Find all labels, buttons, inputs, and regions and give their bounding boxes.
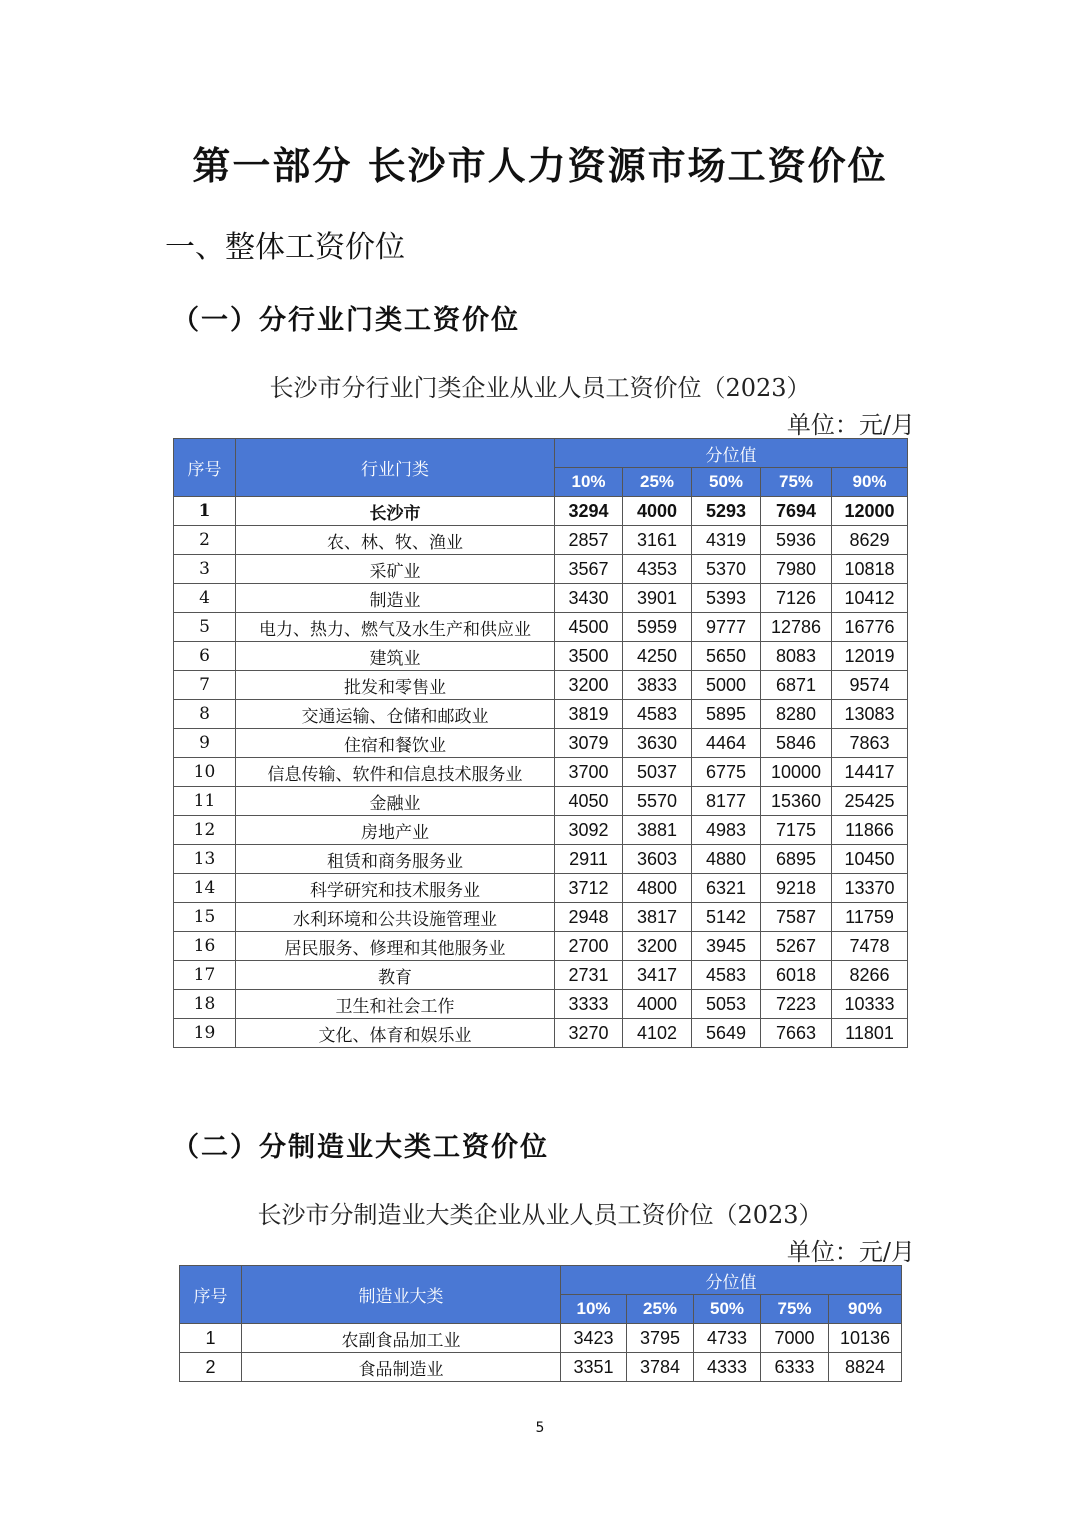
cell-p90: 10412 (832, 584, 908, 613)
cell-no: 8 (174, 700, 236, 729)
cell-name: 金融业 (236, 787, 555, 816)
table-row (174, 700, 908, 729)
cell-p75: 7000 (761, 1324, 829, 1353)
cell-p90: 14417 (832, 758, 908, 787)
cell-p25: 3833 (623, 671, 692, 700)
cell-p75: 10000 (761, 758, 832, 787)
table-row (180, 1353, 902, 1382)
cell-no: 2 (180, 1353, 242, 1382)
cell-name: 农副食品加工业 (242, 1324, 561, 1353)
cell-p50: 5895 (692, 700, 761, 729)
cell-no: 13 (174, 845, 236, 874)
table-row (174, 874, 908, 903)
cell-p25: 3200 (623, 932, 692, 961)
cell-p50: 5293 (692, 497, 761, 526)
cell-no: 10 (174, 758, 236, 787)
cell-p75: 7175 (761, 816, 832, 845)
cell-p10: 3333 (555, 990, 623, 1019)
cell-p50: 9777 (692, 613, 761, 642)
cell-p75: 6018 (761, 961, 832, 990)
cell-p75: 7694 (761, 497, 832, 526)
cell-name: 采矿业 (236, 555, 555, 584)
table-row (180, 1324, 902, 1353)
cell-p50: 4583 (692, 961, 761, 990)
cell-name: 科学研究和技术服务业 (236, 874, 555, 903)
cell-name: 长沙市 (236, 497, 555, 526)
cell-p10: 3270 (555, 1019, 623, 1048)
cell-p75: 8083 (761, 642, 832, 671)
table-row (174, 1019, 908, 1048)
cell-p75: 6333 (761, 1353, 829, 1382)
cell-p25: 3901 (623, 584, 692, 613)
cell-no: 12 (174, 816, 236, 845)
cell-p90: 10333 (832, 990, 908, 1019)
cell-p75: 5846 (761, 729, 832, 758)
cell-name: 租赁和商务服务业 (236, 845, 555, 874)
header-p90: 90% (832, 468, 908, 497)
cell-no: 6 (174, 642, 236, 671)
cell-p10: 3294 (555, 497, 623, 526)
cell-p25: 3161 (623, 526, 692, 555)
cell-name: 信息传输、软件和信息技术服务业 (236, 758, 555, 787)
cell-p25: 4800 (623, 874, 692, 903)
cell-p10: 3423 (561, 1324, 627, 1353)
header-p50: 50% (692, 468, 761, 497)
header-p25: 25% (623, 468, 692, 497)
cell-no: 18 (174, 990, 236, 1019)
cell-p25: 5037 (623, 758, 692, 787)
manufacturing-wage-table (179, 1265, 902, 1382)
header-p50: 50% (694, 1295, 761, 1324)
cell-p75: 15360 (761, 787, 832, 816)
header-p10: 10% (561, 1295, 627, 1324)
cell-name: 文化、体育和娱乐业 (236, 1019, 555, 1048)
cell-p75: 6895 (761, 845, 832, 874)
cell-p90: 8824 (829, 1353, 902, 1382)
cell-p50: 5000 (692, 671, 761, 700)
cell-no: 9 (174, 729, 236, 758)
cell-p10: 3567 (555, 555, 623, 584)
cell-no: 2 (174, 526, 236, 555)
cell-name: 制造业 (236, 584, 555, 613)
cell-p90: 8629 (832, 526, 908, 555)
cell-p75: 5267 (761, 932, 832, 961)
cell-p90: 8266 (832, 961, 908, 990)
cell-p75: 9218 (761, 874, 832, 903)
cell-p50: 4733 (694, 1324, 761, 1353)
page-number: 5 (535, 1420, 545, 1436)
table-row (174, 758, 908, 787)
cell-p90: 12019 (832, 642, 908, 671)
cell-name: 建筑业 (236, 642, 555, 671)
table-row (174, 497, 908, 526)
cell-p50: 4464 (692, 729, 761, 758)
cell-p90: 7478 (832, 932, 908, 961)
cell-p90: 9574 (832, 671, 908, 700)
header-p75: 75% (761, 1295, 829, 1324)
cell-name: 房地产业 (236, 816, 555, 845)
table-row (174, 555, 908, 584)
cell-p10: 2731 (555, 961, 623, 990)
cell-p50: 5393 (692, 584, 761, 613)
manufacturing-table-body (180, 1324, 902, 1382)
cell-p75: 7980 (761, 555, 832, 584)
cell-p25: 4353 (623, 555, 692, 584)
cell-p10: 2911 (555, 845, 623, 874)
cell-p50: 4319 (692, 526, 761, 555)
cell-p10: 2948 (555, 903, 623, 932)
table-row (174, 990, 908, 1019)
cell-name: 住宿和餐饮业 (236, 729, 555, 758)
cell-p50: 4880 (692, 845, 761, 874)
header-p25: 25% (627, 1295, 694, 1324)
table-row (174, 816, 908, 845)
cell-p25: 3795 (627, 1324, 694, 1353)
header-p75: 75% (761, 468, 832, 497)
cell-name: 食品制造业 (242, 1353, 561, 1382)
cell-p10: 4050 (555, 787, 623, 816)
cell-p10: 3700 (555, 758, 623, 787)
cell-p25: 3817 (623, 903, 692, 932)
header-no: 序号 (180, 1266, 242, 1324)
table-row (174, 642, 908, 671)
cell-no: 15 (174, 903, 236, 932)
header-industry: 行业门类 (236, 439, 555, 497)
table-row (174, 729, 908, 758)
subsection-heading-manufacturing: （二）分制造业大类工资价位 (172, 1132, 549, 1163)
table-row (174, 787, 908, 816)
cell-p25: 3603 (623, 845, 692, 874)
cell-p90: 11801 (832, 1019, 908, 1048)
cell-p75: 7126 (761, 584, 832, 613)
cell-p25: 4583 (623, 700, 692, 729)
cell-p10: 3819 (555, 700, 623, 729)
cell-p25: 3417 (623, 961, 692, 990)
cell-p50: 5142 (692, 903, 761, 932)
cell-p50: 6321 (692, 874, 761, 903)
cell-name: 卫生和社会工作 (236, 990, 555, 1019)
cell-p90: 25425 (832, 787, 908, 816)
table-row (174, 903, 908, 932)
table2-caption: 长沙市分制造业大类企业从业人员工资价位（2023） (257, 1201, 823, 1229)
cell-p25: 3881 (623, 816, 692, 845)
cell-p10: 4500 (555, 613, 623, 642)
cell-p10: 3092 (555, 816, 623, 845)
cell-p90: 11866 (832, 816, 908, 845)
cell-p90: 16776 (832, 613, 908, 642)
cell-p25: 4000 (623, 497, 692, 526)
cell-p25: 4102 (623, 1019, 692, 1048)
cell-p50: 5370 (692, 555, 761, 584)
table1-caption: 长沙市分行业门类企业从业人员工资价位（2023） (269, 374, 811, 402)
cell-p50: 3945 (692, 932, 761, 961)
cell-p25: 5959 (623, 613, 692, 642)
cell-p75: 5936 (761, 526, 832, 555)
subsection-heading-industry: （一）分行业门类工资价位 (172, 305, 520, 336)
cell-no: 16 (174, 932, 236, 961)
cell-p75: 7587 (761, 903, 832, 932)
header-no: 序号 (174, 439, 236, 497)
cell-p10: 2857 (555, 526, 623, 555)
table-row (174, 671, 908, 700)
cell-name: 批发和零售业 (236, 671, 555, 700)
cell-p75: 6871 (761, 671, 832, 700)
cell-p50: 8177 (692, 787, 761, 816)
cell-p90: 13370 (832, 874, 908, 903)
part-title: 第一部分 长沙市人力资源市场工资价位 (192, 144, 888, 188)
cell-p50: 4983 (692, 816, 761, 845)
cell-p10: 3200 (555, 671, 623, 700)
cell-no: 7 (174, 671, 236, 700)
header-p90: 90% (829, 1295, 902, 1324)
cell-p90: 10450 (832, 845, 908, 874)
cell-p25: 4250 (623, 642, 692, 671)
cell-p25: 4000 (623, 990, 692, 1019)
cell-p90: 11759 (832, 903, 908, 932)
header-p10: 10% (555, 468, 623, 497)
table-row (174, 613, 908, 642)
cell-name: 交通运输、仓储和邮政业 (236, 700, 555, 729)
cell-p90: 12000 (832, 497, 908, 526)
cell-p90: 10818 (832, 555, 908, 584)
cell-p25: 3630 (623, 729, 692, 758)
section-heading: 一、整体工资价位 (165, 230, 405, 265)
cell-p10: 3351 (561, 1353, 627, 1382)
table-row (174, 932, 908, 961)
cell-no: 17 (174, 961, 236, 990)
cell-p50: 4333 (694, 1353, 761, 1382)
cell-p75: 7223 (761, 990, 832, 1019)
cell-p50: 6775 (692, 758, 761, 787)
cell-no: 19 (174, 1019, 236, 1048)
cell-p10: 3430 (555, 584, 623, 613)
cell-name: 水利环境和公共设施管理业 (236, 903, 555, 932)
cell-name: 电力、热力、燃气及水生产和供应业 (236, 613, 555, 642)
cell-name: 居民服务、修理和其他服务业 (236, 932, 555, 961)
cell-p25: 3784 (627, 1353, 694, 1382)
cell-p75: 12786 (761, 613, 832, 642)
table-row (174, 584, 908, 613)
cell-p10: 2700 (555, 932, 623, 961)
table-row (174, 845, 908, 874)
table-row (174, 526, 908, 555)
cell-p10: 3712 (555, 874, 623, 903)
cell-p10: 3079 (555, 729, 623, 758)
cell-name: 教育 (236, 961, 555, 990)
cell-p90: 7863 (832, 729, 908, 758)
cell-no: 1 (174, 497, 236, 526)
cell-p75: 8280 (761, 700, 832, 729)
cell-p25: 5570 (623, 787, 692, 816)
cell-no: 3 (174, 555, 236, 584)
cell-no: 5 (174, 613, 236, 642)
header-manufacturing-category: 制造业大类 (242, 1266, 561, 1324)
header-percentile-group: 分位值 (555, 439, 908, 468)
cell-p90: 10136 (829, 1324, 902, 1353)
industry-wage-table (173, 438, 908, 1048)
cell-no: 1 (180, 1324, 242, 1353)
table1-unit: 单位：元/月 (786, 411, 915, 439)
header-percentile-group: 分位值 (561, 1266, 902, 1295)
cell-no: 14 (174, 874, 236, 903)
industry-table-body (174, 497, 908, 1048)
cell-p50: 5053 (692, 990, 761, 1019)
table2-unit: 单位：元/月 (786, 1238, 915, 1266)
cell-no: 4 (174, 584, 236, 613)
cell-p90: 13083 (832, 700, 908, 729)
cell-p50: 5650 (692, 642, 761, 671)
cell-name: 农、林、牧、渔业 (236, 526, 555, 555)
cell-p10: 3500 (555, 642, 623, 671)
table-row (174, 961, 908, 990)
cell-no: 11 (174, 787, 236, 816)
cell-p75: 7663 (761, 1019, 832, 1048)
cell-p50: 5649 (692, 1019, 761, 1048)
